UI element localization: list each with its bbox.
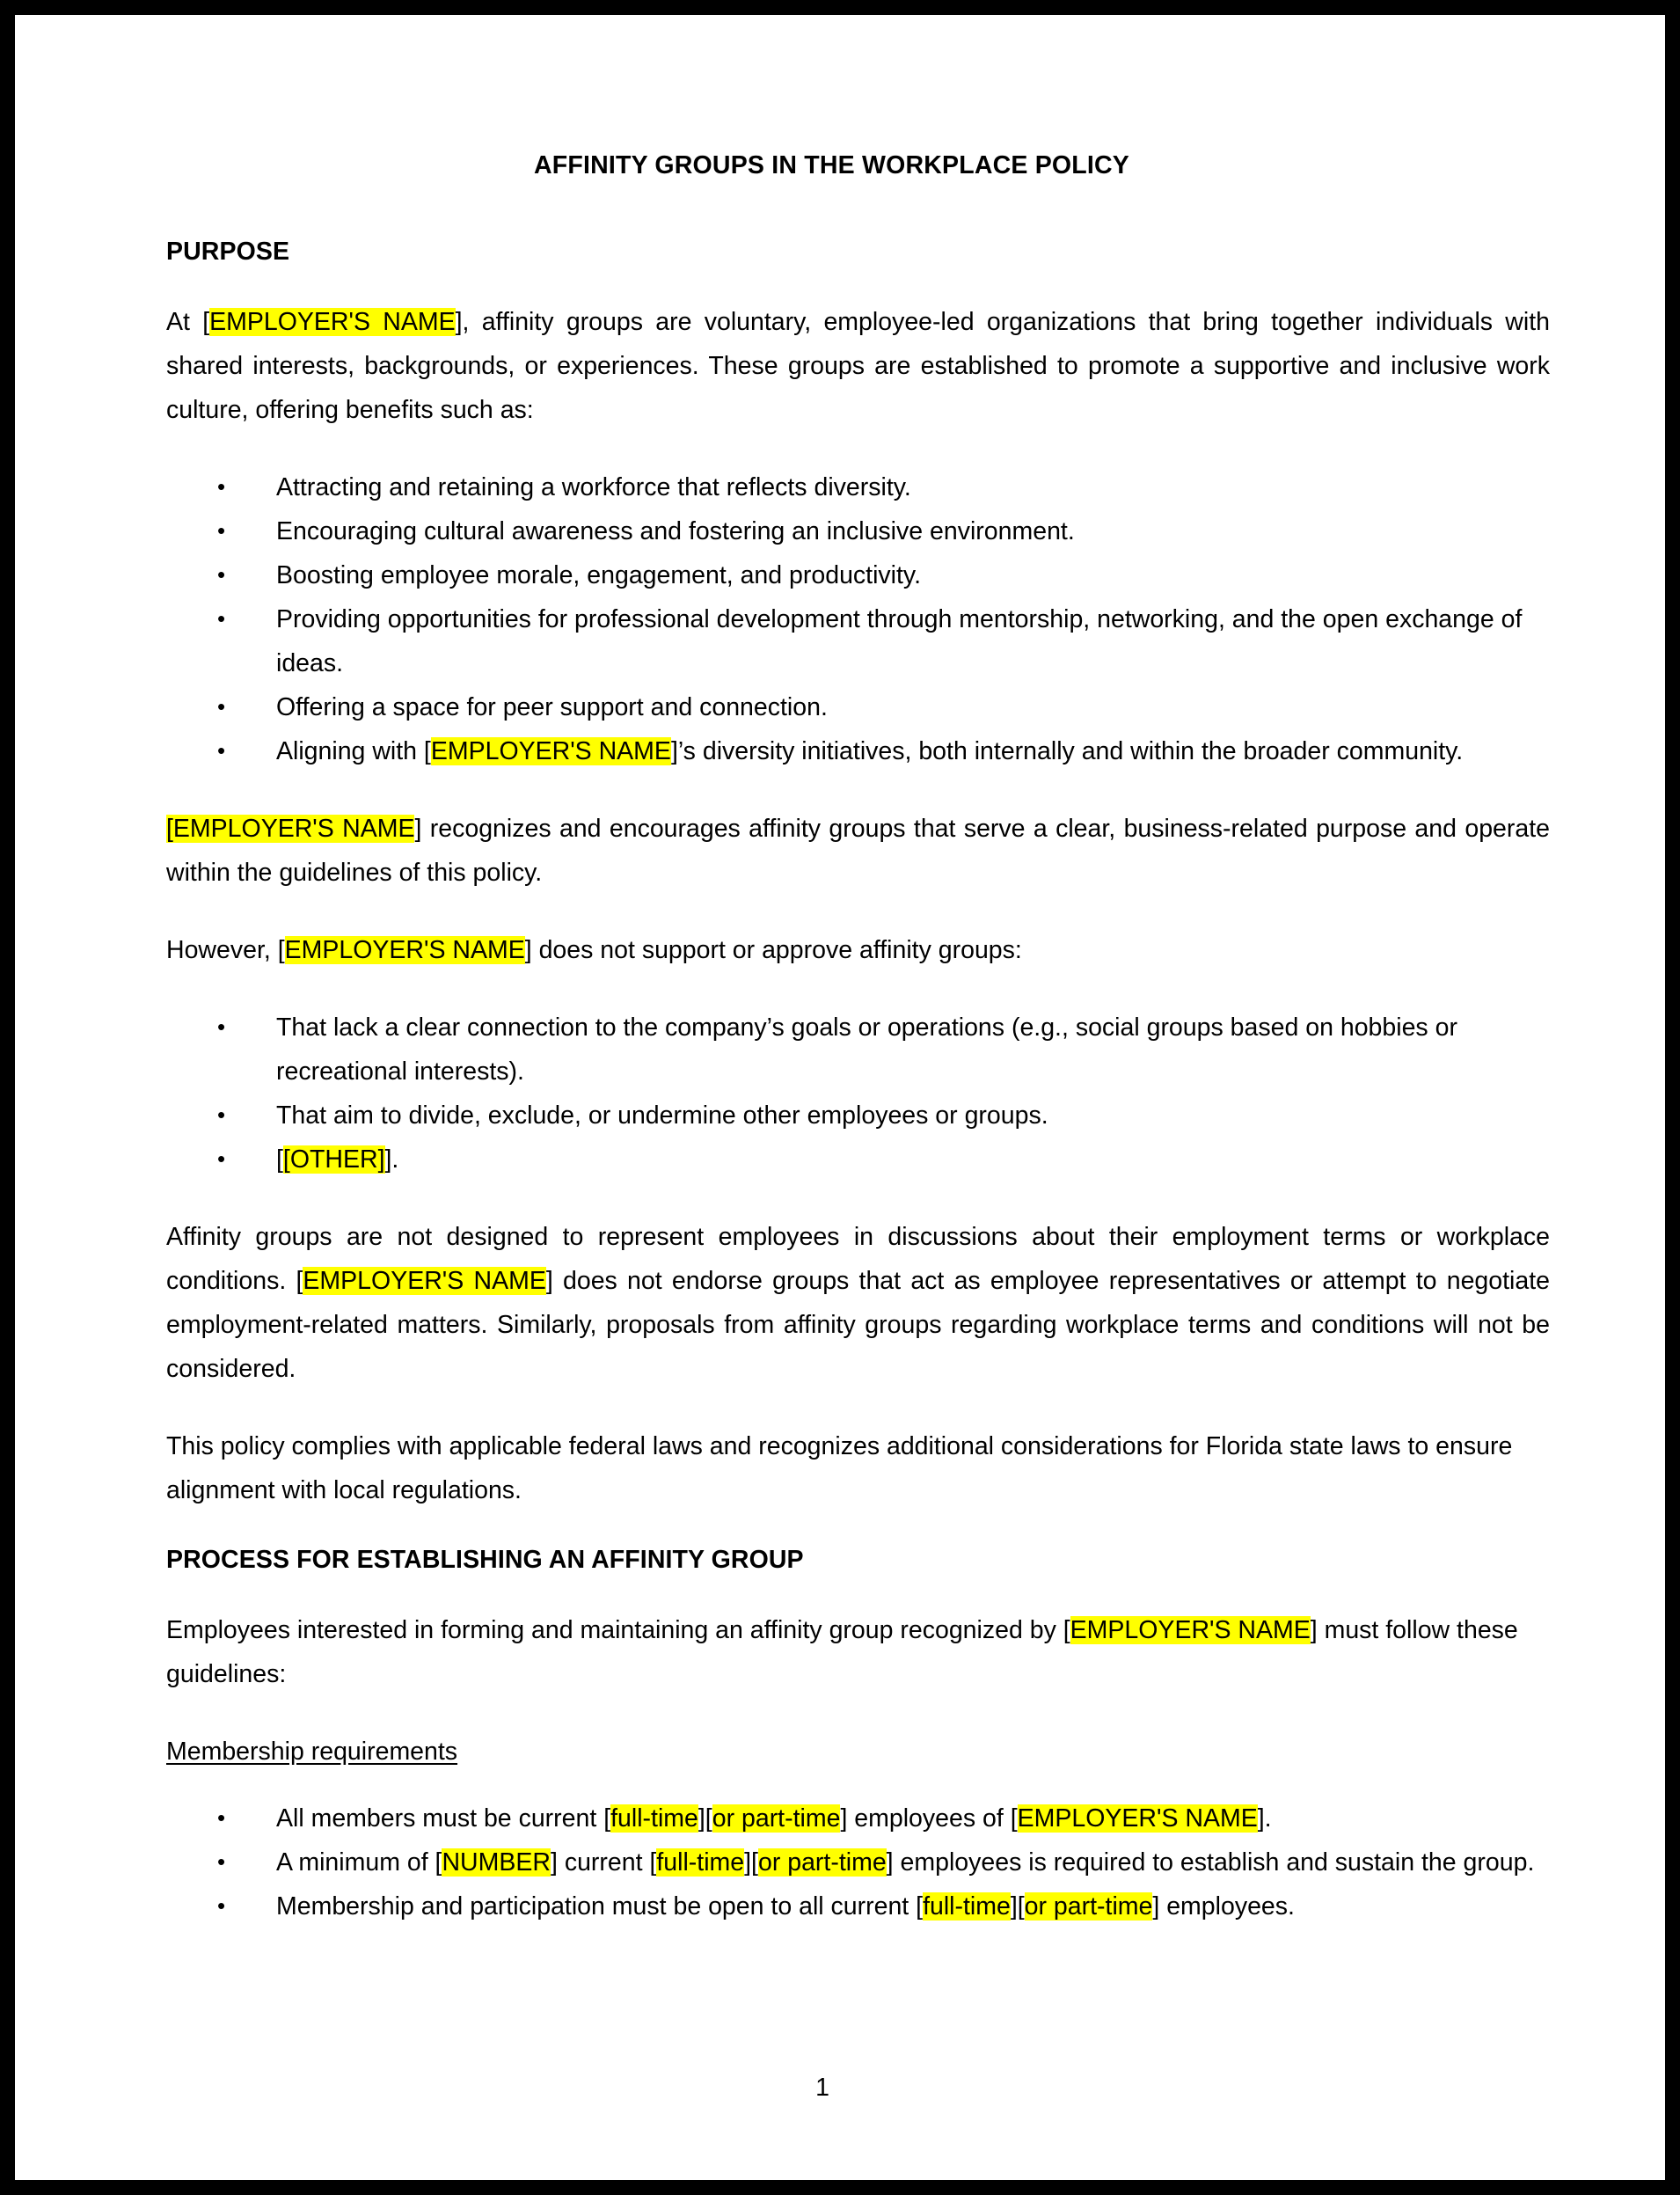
list-item xyxy=(166,597,1550,685)
section-heading-purpose: PURPOSE xyxy=(166,238,290,266)
benefit-text: Boosting employee morale, engagement, and productivity. xyxy=(276,561,921,589)
process-intro-before: Employees interested in forming and maintaining an affinity group recognized by [ xyxy=(166,1616,1070,1644)
recognizes-paragraph xyxy=(166,807,1550,895)
exclusion-text: That aim to divide, exclude, or undermine other employees or groups. xyxy=(276,1101,1048,1130)
list-item xyxy=(166,553,1550,597)
benefit-aligning-before: Aligning with [ xyxy=(276,737,431,765)
membership-item3-p3: ] employees. xyxy=(1152,1892,1295,1921)
benefit-text: Attracting and retaining a workforce that reflects diversity. xyxy=(276,473,911,501)
list-item xyxy=(166,1840,1550,1884)
purpose-intro-after: ], affinity groups are voluntary, employee-led organizations that bring together individuals with shared interests, backgrounds, or experiences. These groups are established to promote a supportive and inclusive work culture, offering benefits such as: xyxy=(166,308,1550,424)
placeholder-employer-name: EMPLOYER'S NAME xyxy=(284,936,525,964)
membership-item1-p2: ][ xyxy=(698,1804,712,1833)
exclusion-text: That lack a clear connection to the company’s goals or operations (e.g., social groups based on hobbies or recreational interests). xyxy=(276,1013,1457,1086)
purpose-intro-before: At [ xyxy=(166,308,210,336)
exclusion-other-after: ]. xyxy=(384,1145,399,1174)
however-before: However, [ xyxy=(166,936,285,964)
purpose-intro-paragraph xyxy=(166,300,1550,432)
benefit-text: Offering a space for peer support and connection. xyxy=(276,693,828,721)
membership-item2-p1: A minimum of [ xyxy=(276,1848,442,1877)
section-heading-process: PROCESS FOR ESTABLISHING AN AFFINITY GROUP xyxy=(166,1546,804,1574)
process-intro-after: ] must follow these guidelines: xyxy=(166,1616,1518,1688)
placeholder-full-time: full-time xyxy=(656,1848,745,1877)
subsection-heading-membership-requirements: Membership requirements xyxy=(166,1738,458,1766)
list-item xyxy=(166,1796,1550,1840)
purpose-exclusions-list xyxy=(166,1006,1550,1182)
membership-item1-p4: ]. xyxy=(1257,1804,1272,1833)
membership-item3-p2: ][ xyxy=(1010,1892,1025,1921)
page-number: 1 xyxy=(815,2074,829,2102)
placeholder-employer-name: [EMPLOYER'S NAME xyxy=(166,815,415,843)
placeholder-number: NUMBER xyxy=(442,1848,551,1877)
not-designed-after: ] does not endorse groups that act as employee representatives or attempt to negotiate employment-related matters. Similarly, proposals from affinity groups regarding workplace terms and conditions will not be considered. xyxy=(166,1267,1551,1383)
list-item xyxy=(166,685,1550,729)
placeholder-employer-name: EMPLOYER'S NAME xyxy=(430,737,671,765)
placeholder-full-time: full-time xyxy=(610,1804,698,1833)
placeholder-employer-name: EMPLOYER'S NAME xyxy=(209,308,456,336)
list-item xyxy=(166,1006,1550,1094)
benefit-text: Encouraging cultural awareness and fostering an inclusive environment. xyxy=(276,517,1075,545)
placeholder-or-part-time: or part-time xyxy=(1024,1892,1153,1921)
membership-item2-p4: ] employees is required to establish and sustain the group. xyxy=(886,1848,1535,1877)
page-title: AFFINITY GROUPS IN THE WORKPLACE POLICY xyxy=(533,151,1130,179)
however-paragraph xyxy=(166,928,1550,972)
list-item xyxy=(166,509,1550,553)
not-designed-before: Affinity groups are not designed to represent employees in discussions about their employment terms or workplace conditions. [ xyxy=(166,1223,1550,1295)
however-after: ] does not support or approve affinity groups: xyxy=(524,936,1022,964)
membership-item2-p2: ] current [ xyxy=(550,1848,657,1877)
placeholder-full-time: full-time xyxy=(923,1892,1011,1921)
membership-item3-p1: Membership and participation must be open to all current [ xyxy=(276,1892,924,1921)
recognizes-after: ] recognizes and encourages affinity groups that serve a clear, business-related purpose and operate within the guidelines of this policy. xyxy=(166,815,1551,887)
purpose-benefits-list xyxy=(166,465,1550,773)
membership-item2-p3: ][ xyxy=(744,1848,758,1877)
list-item xyxy=(166,1094,1550,1138)
placeholder-employer-name: EMPLOYER'S NAME xyxy=(303,1267,546,1295)
placeholder-other: [OTHER] xyxy=(282,1145,385,1174)
process-intro-paragraph xyxy=(166,1608,1550,1696)
exclusion-other-before: [ xyxy=(276,1145,283,1174)
list-item xyxy=(166,729,1550,773)
placeholder-employer-name: EMPLOYER'S NAME xyxy=(1017,1804,1258,1833)
placeholder-employer-name: EMPLOYER'S NAME xyxy=(1070,1616,1311,1644)
membership-item1-p3: ] employees of [ xyxy=(840,1804,1018,1833)
placeholder-or-part-time: or part-time xyxy=(757,1848,887,1877)
page-sheet xyxy=(15,15,1665,2180)
list-item xyxy=(166,1138,1550,1182)
list-item xyxy=(166,1884,1550,1928)
membership-requirements-list xyxy=(166,1796,1550,1928)
benefit-aligning-after: ]’s diversity initiatives, both internally and within the broader community. xyxy=(670,737,1464,765)
not-designed-paragraph xyxy=(166,1215,1550,1391)
list-item xyxy=(166,465,1550,509)
membership-item1-p1: All members must be current [ xyxy=(276,1804,611,1833)
compliance-paragraph: This policy complies with applicable federal laws and recognizes additional considerations for Florida state laws to ensure alignment with local regulations. xyxy=(166,1432,1513,1504)
benefit-text: Providing opportunities for professional development through mentorship, networking, and the open exchange of ideas. xyxy=(276,605,1523,677)
placeholder-or-part-time: or part-time xyxy=(712,1804,841,1833)
